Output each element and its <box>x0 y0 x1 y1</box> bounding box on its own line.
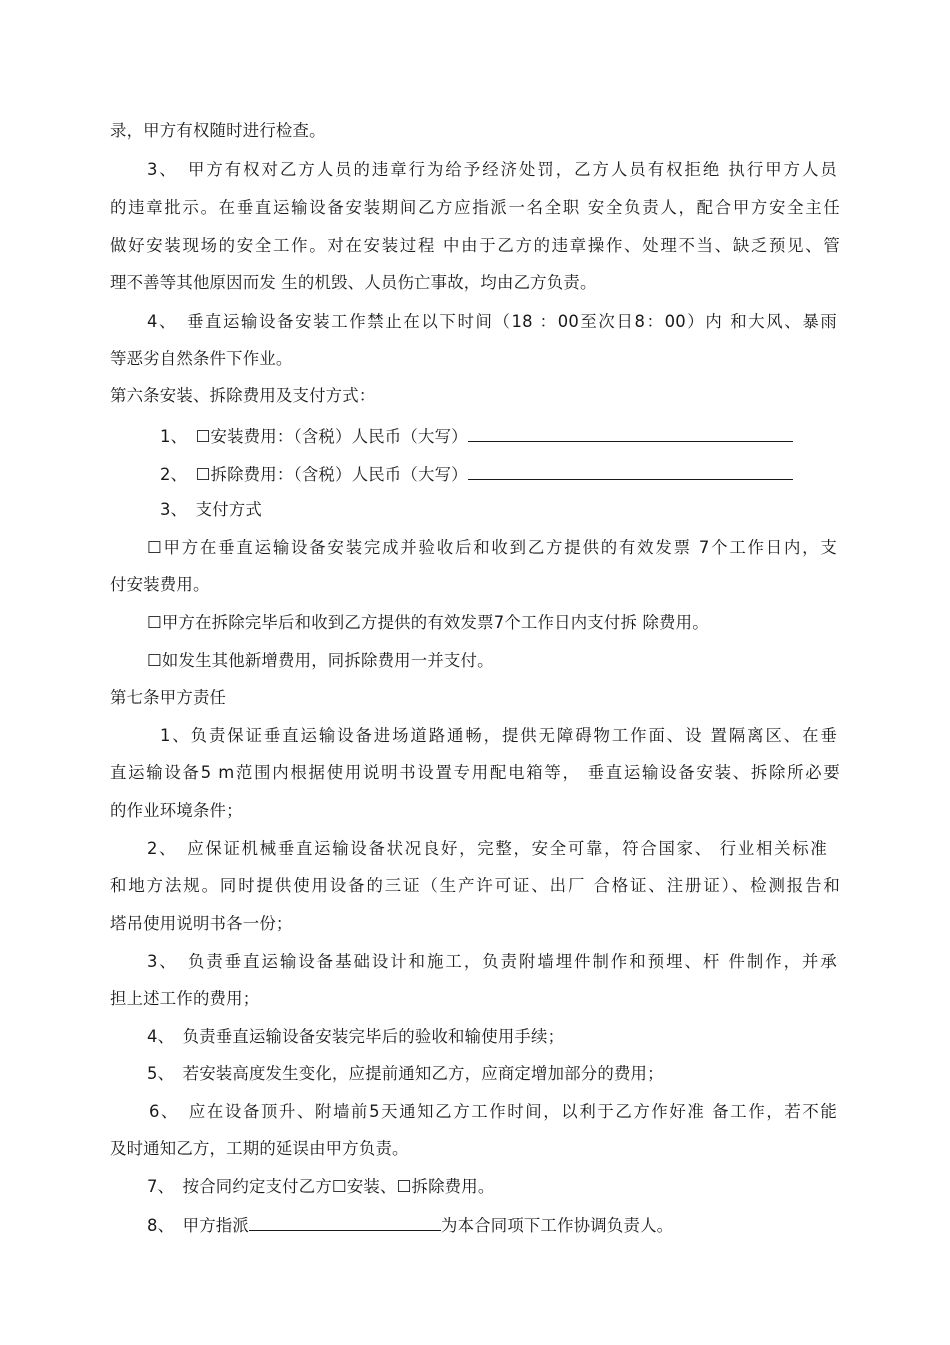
payment-method-heading: 3、 支付方式 <box>160 500 262 519</box>
clause-5-4-line-1: 4、 垂直运输设备安装工作禁止在以下时间（18 ：00至次日8：00）内 和大风、暴雨 <box>147 312 837 331</box>
clause-7-2-line-3: 塔吊使用说明书各一份； <box>110 914 293 933</box>
clause-5-3-line-4: 理不善等其他原因而发 生的机毁、人员伤亡事故，均由乙方负责。 <box>110 273 597 292</box>
article-6-heading: 第六条安装、拆除费用及支付方式： <box>110 386 376 405</box>
install-fee-blank[interactable] <box>468 424 793 442</box>
payment-option-1-line-1: ☐甲方在垂直运输设备安装完成并验收后和收到乙方提供的有效发票 7个工作日内，支 <box>147 538 837 557</box>
clause-7-3-line-1: 3、 负责垂直运输设备基础设计和施工，负责附墙埋件制作和预埋、杆 件制作，并承 <box>147 952 837 971</box>
clause-7-5: 5、 若安装高度发生变化，应提前通知乙方，应商定增加部分的费用； <box>147 1064 664 1083</box>
removal-fee-line <box>160 462 793 486</box>
clause-7-6-line-2: 及时通知乙方，工期的延误由甲方负责。 <box>110 1139 409 1158</box>
clause-5-4-line-2: 等恶劣自然条件下作业。 <box>110 349 293 368</box>
clause-7-2-line-2: 和地方法规。同时提供使用设备的三证（生产许可证、出厂 合格证、注册证）、检测报告和 <box>110 876 840 895</box>
payment-option-3: ☐如发生其他新增费用，同拆除费用一并支付。 <box>147 651 494 670</box>
clause-7-8-suffix: 为本合同项下工作协调负责人。 <box>440 1216 674 1235</box>
install-fee-label: 1、 ☐安装费用：（含税）人民币（大写） <box>160 427 468 446</box>
text-line: 录，甲方有权随时进行检查。 <box>110 121 326 140</box>
clause-5-3-line-3: 做好安装现场的安全工作。对在安装过程 中由于乙方的违章操作、处理不当、缺乏预见、管 <box>110 236 840 255</box>
clause-5-3-line-2: 的违章批示。在垂直运输设备安装期间乙方应指派一名全职 安全负责人，配合甲方安全主任 <box>110 198 840 217</box>
removal-fee-blank[interactable] <box>468 462 793 480</box>
removal-fee-label: 2、 ☐拆除费用：（含税）人民币（大写） <box>160 465 468 484</box>
clause-7-3-line-2: 担上述工作的费用； <box>110 989 260 1008</box>
clause-7-1-line-1: 1、负责保证垂直运输设备进场道路通畅，提供无障碍物工作面、设 置隔离区、在垂 <box>160 726 837 745</box>
clause-7-1-line-3: 的作业环境条件； <box>110 801 243 820</box>
clause-7-7: 7、 按合同约定支付乙方☐安装、☐拆除费用。 <box>147 1177 495 1196</box>
payment-option-1-line-2: 付安装费用。 <box>110 575 210 594</box>
coordinator-name-blank[interactable] <box>249 1213 441 1231</box>
clause-7-1-line-2: 直运输设备5 m范围内根据使用说明书设置专用配电箱等， 垂直运输设备安装、拆除所必要 <box>110 763 840 782</box>
clause-7-8-line <box>147 1213 673 1237</box>
clause-7-4: 4、 负责垂直运输设备安装完毕后的验收和输使用手续； <box>147 1027 565 1046</box>
payment-option-2: ☐甲方在拆除完毕后和收到乙方提供的有效发票7个工作日内支付拆 除费用。 <box>147 613 709 632</box>
clause-5-3-line-1: 3、 甲方有权对乙方人员的违章行为给予经济处罚，乙方人员有权拒绝 执行甲方人员 <box>147 160 837 179</box>
clause-7-6-line-1: 6、 应在设备顶升、附墙前5天通知乙方工作时间，以利于乙方作好准 备工作，若不能 <box>149 1102 837 1121</box>
article-7-heading: 第七条甲方责任 <box>110 688 227 707</box>
clause-7-8-label: 8、 甲方指派 <box>147 1216 249 1235</box>
install-fee-line <box>160 424 793 448</box>
clause-7-2-line-1: 2、 应保证机械垂直运输设备状况良好，完整，安全可靠，符合国家、 行业相关标准 <box>147 839 827 858</box>
